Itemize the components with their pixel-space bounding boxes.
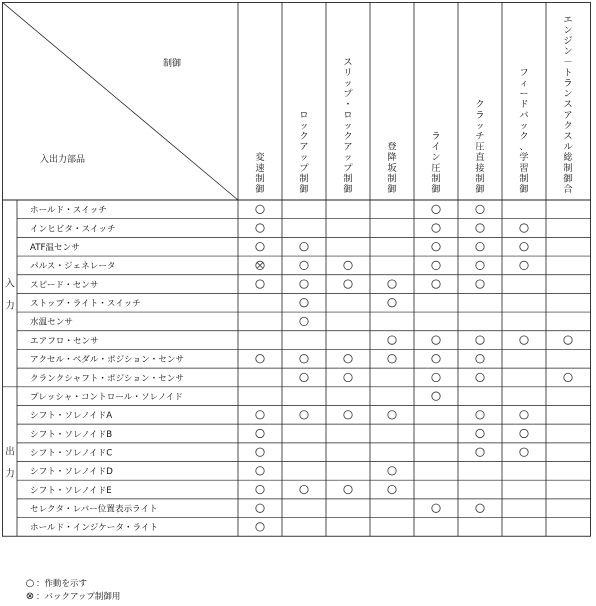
active-mark — [344, 261, 352, 269]
active-mark — [432, 504, 440, 512]
active-mark — [256, 280, 264, 288]
active-mark — [432, 243, 440, 251]
active-mark — [432, 224, 440, 232]
active-mark — [432, 392, 440, 400]
active-mark — [564, 373, 572, 381]
header-control-label: 制御 — [162, 59, 182, 69]
active-mark — [476, 355, 484, 363]
active-mark — [432, 355, 440, 363]
active-mark — [388, 336, 396, 344]
active-mark — [300, 261, 308, 269]
active-mark — [520, 429, 528, 437]
active-mark — [300, 355, 308, 363]
active-mark — [476, 448, 484, 456]
active-mark — [256, 205, 264, 213]
active-mark — [520, 261, 528, 269]
active-mark — [432, 373, 440, 381]
row-label: クランクシャフト・ポジション・センサ — [30, 373, 184, 384]
header-parts-label: 入出力部品 — [40, 155, 86, 165]
active-mark — [344, 373, 352, 381]
row-label: インヒビタ・スイッチ — [30, 224, 116, 235]
active-mark — [476, 373, 484, 381]
active-mark — [344, 411, 352, 419]
active-mark-symbol: ○ — [25, 578, 35, 589]
active-mark — [388, 485, 396, 493]
row-label: アクセル・ペダル・ポジション・センサ — [30, 355, 185, 366]
legend-backup-text: ：バックアップ制御用 — [36, 592, 121, 602]
active-mark — [476, 429, 484, 437]
legend-backup — [24, 591, 120, 603]
column-header-6: クラッチ圧直接制御 — [475, 99, 485, 195]
active-mark — [520, 448, 528, 456]
active-mark — [344, 355, 352, 363]
column-header-8: エンジン－トランスアクスル総制御合 — [563, 14, 573, 195]
header-diagonal-line — [2, 2, 238, 200]
active-mark — [300, 299, 308, 307]
active-mark — [432, 336, 440, 344]
active-mark — [520, 224, 528, 232]
active-mark — [300, 373, 308, 381]
row-label: スピード・センサ — [30, 280, 99, 291]
active-mark — [300, 280, 308, 288]
active-mark — [432, 205, 440, 213]
column-header-4: 登降坂制御 — [387, 141, 397, 195]
active-mark — [256, 523, 264, 531]
active-mark — [476, 280, 484, 288]
active-mark — [388, 411, 396, 419]
column-header-5: ライン圧制御 — [431, 131, 441, 195]
active-mark — [300, 243, 308, 251]
active-mark — [564, 336, 572, 344]
active-mark — [256, 243, 264, 251]
row-label: エアフロ・センサ — [30, 336, 99, 347]
active-mark — [344, 485, 352, 493]
backup-mark-symbol: ⊗ — [25, 591, 35, 602]
active-mark — [256, 429, 264, 437]
io-control-table — [2, 2, 591, 543]
row-label: ATF温センサ — [30, 243, 80, 253]
legend-active — [24, 578, 87, 590]
active-mark — [256, 355, 264, 363]
active-mark — [388, 280, 396, 288]
active-mark — [256, 504, 264, 512]
row-label: パルス・ジェネレータ — [30, 261, 116, 272]
active-mark — [432, 280, 440, 288]
active-mark — [476, 243, 484, 251]
active-mark — [476, 411, 484, 419]
row-label: シフト・ソレノイドB — [30, 429, 113, 440]
row-label: ホールド・スイッチ — [30, 205, 107, 216]
active-mark — [256, 224, 264, 232]
row-label: シフト・ソレノイドA — [30, 411, 113, 422]
active-mark — [344, 280, 352, 288]
active-mark — [476, 504, 484, 512]
column-header-3: スリップ・ロックアップ制御 — [343, 56, 353, 195]
active-mark — [520, 411, 528, 419]
row-label: ホールド・インジケータ・ライト — [30, 523, 159, 534]
active-mark — [476, 205, 484, 213]
active-mark — [300, 411, 308, 419]
row-label: ストップ・ライト・スイッチ — [30, 299, 141, 310]
active-mark — [388, 299, 396, 307]
active-mark — [476, 336, 484, 344]
active-mark — [256, 411, 264, 419]
active-mark — [476, 224, 484, 232]
active-mark — [300, 317, 308, 325]
row-label: プレッシャ・コントロール・ソレノイド — [30, 392, 183, 403]
column-header-7: フィードバック、学習制御 — [519, 67, 529, 195]
active-mark — [256, 485, 264, 493]
row-label: シフト・ソレノイドE — [30, 485, 112, 496]
row-label: セレクタ・レバー位置表示ライト — [30, 504, 158, 515]
legend-active-text: ：作動を示す — [36, 579, 88, 589]
active-mark — [520, 336, 528, 344]
active-mark — [388, 355, 396, 363]
active-mark — [432, 261, 440, 269]
group-label-input: 入力 — [5, 278, 15, 312]
active-mark — [256, 448, 264, 456]
active-mark — [476, 261, 484, 269]
active-mark — [300, 485, 308, 493]
row-label: 水温センサ — [30, 317, 73, 328]
active-mark — [388, 467, 396, 475]
row-label: シフト・ソレノイドD — [30, 467, 113, 478]
row-label: シフト・ソレノイドC — [30, 448, 113, 459]
active-mark — [520, 243, 528, 251]
column-header-1: 変速制御 — [255, 152, 265, 195]
active-mark — [256, 467, 264, 475]
column-header-2: ロックアップ制御 — [299, 109, 309, 195]
group-label-output: 出力 — [5, 446, 15, 480]
